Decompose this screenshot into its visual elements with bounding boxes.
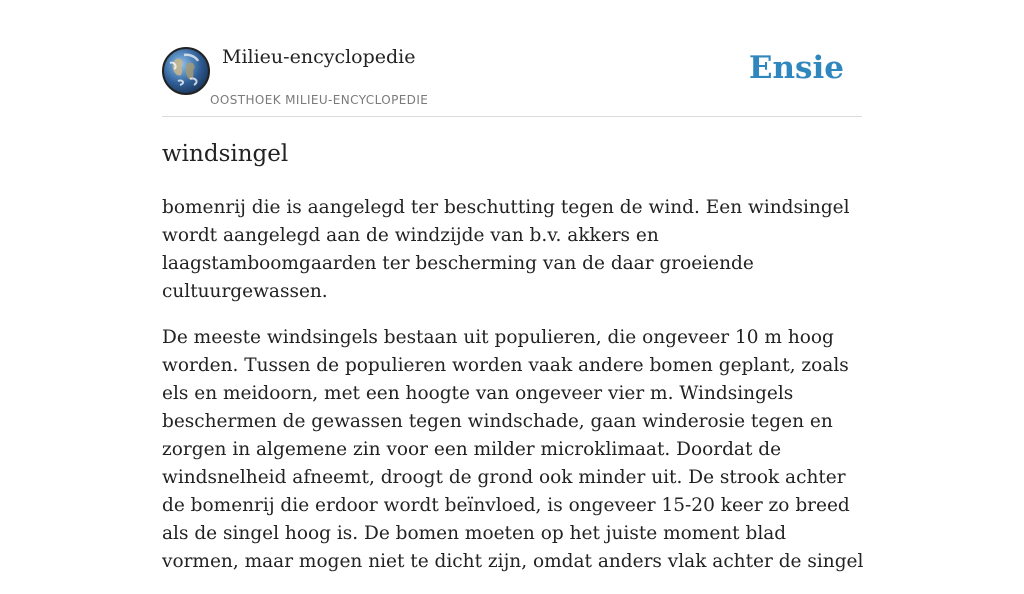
article-term-title: windsingel: [162, 141, 289, 167]
site-title-link[interactable]: Milieu-encyclopedie: [222, 46, 416, 68]
article-paragraph-2: De meeste windsingels bestaan uit populieren, die ongeveer 10 m hoog worden. Tussen de populieren worden vaak andere bomen geplant, zoals els en meidoorn, met een hoogte van ongeveer vier m. Windsingels beschermen de gewassen tegen windschade, gaan winderosie tegen en zorgen in algemene zin voor een milder microklimaat. Doordat de windsnelheid afneemt, droogt de grond ook minder uit. De strook achter de bomenrij die erdoor wordt beïnvloed, is ongeveer 15-20 keer zo breed als de singel hoog is. De bomen moeten op het juiste moment blad vormen, maar mogen niet te dicht zijn, omdat anders vlak achter de singel: [162, 327, 864, 572]
article-paragraph-1: bomenrij die is aangelegd ter beschutting tegen de wind. Een windsingel wordt aangelegd aan de windzijde van b.v. akkers en laagstamboomgaarden ter bescherming van de daar groeiende cultuurgewassen.: [162, 197, 850, 302]
site-header: [162, 44, 862, 117]
article-content: [162, 138, 867, 594]
site-subtitle: OOSTHOEK MILIEU-ENCYCLOPEDIE: [210, 93, 429, 107]
earth-globe-icon[interactable]: [162, 47, 210, 95]
ensie-brand-logo[interactable]: Ensie: [748, 50, 844, 86]
